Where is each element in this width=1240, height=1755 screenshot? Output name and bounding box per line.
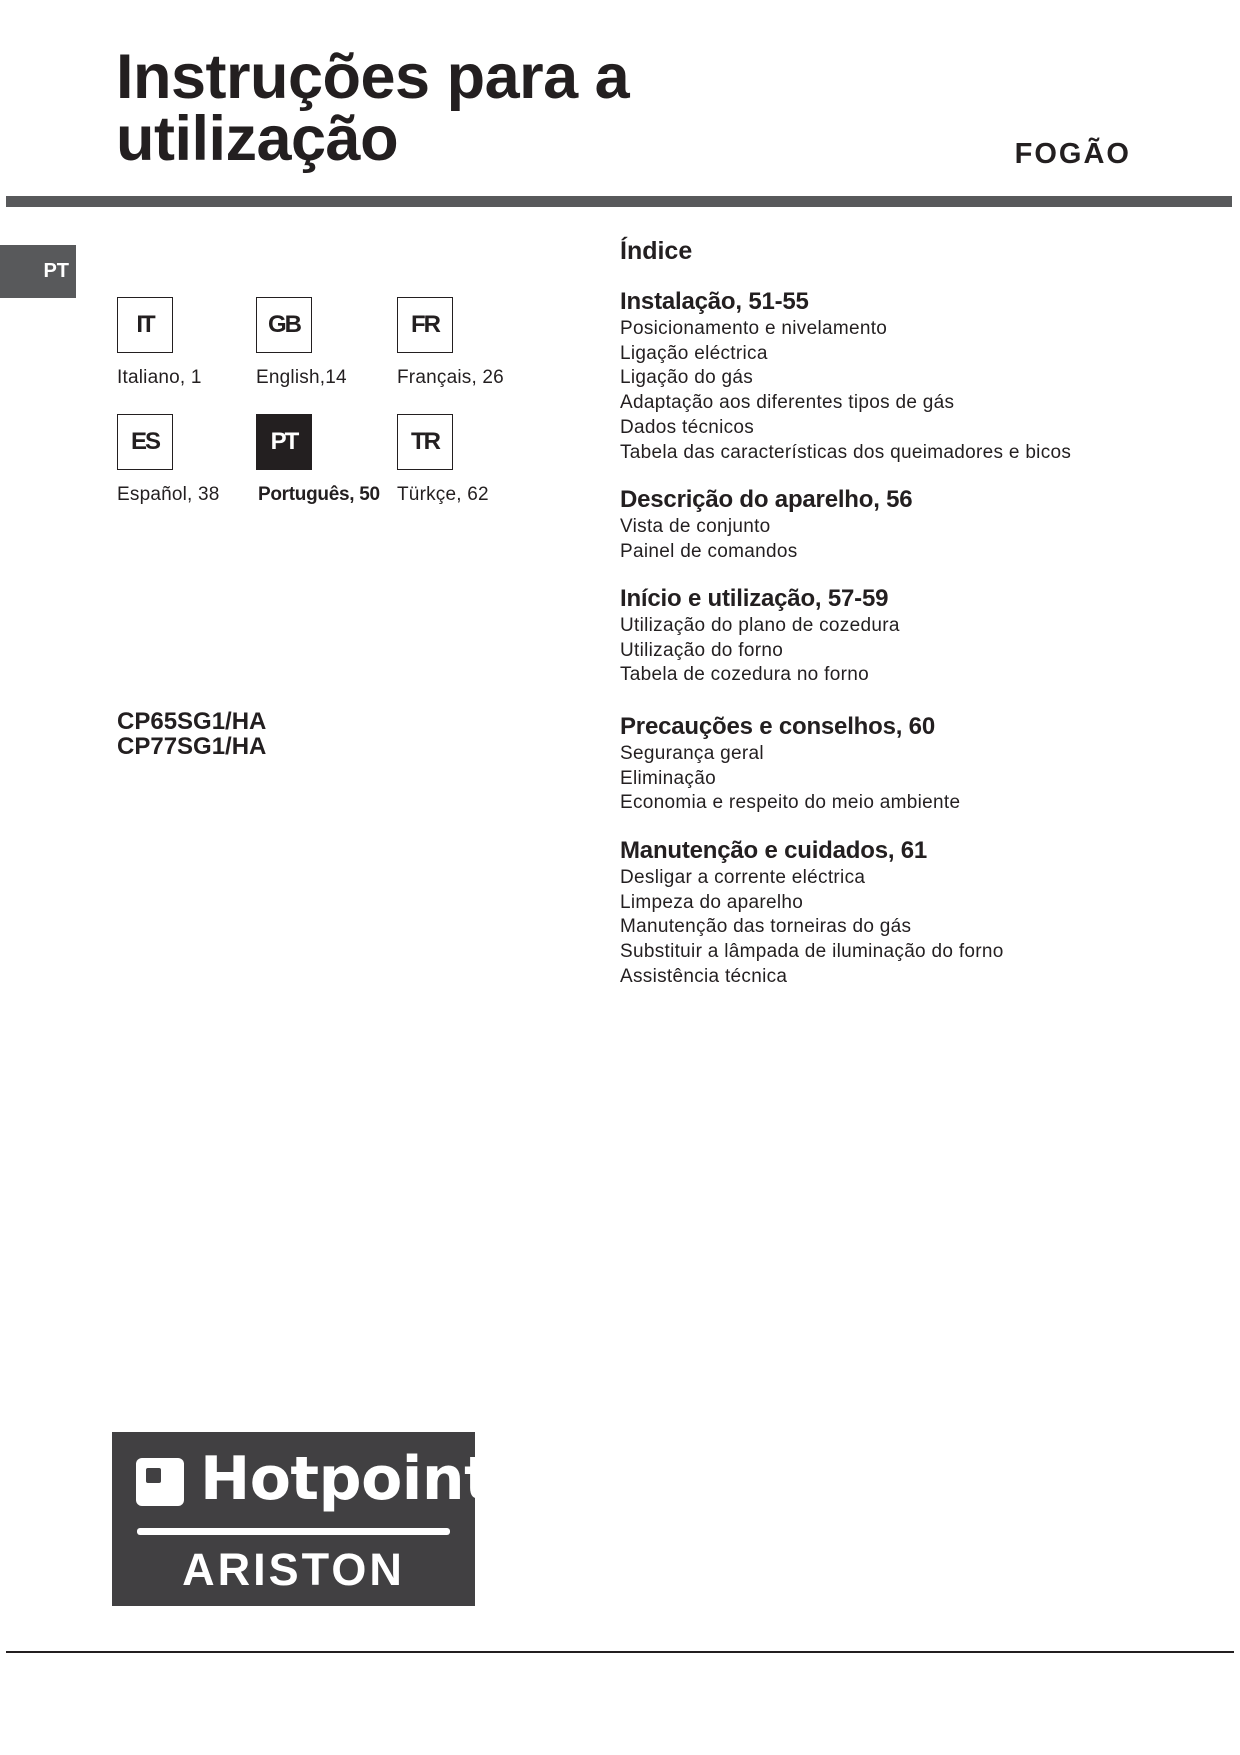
toc-item[interactable]: Desligar a corrente eléctrica <box>620 867 866 888</box>
toc-item[interactable]: Dados técnicos <box>620 416 755 438</box>
toc-item[interactable]: Substituir a lâmpada de iluminação do forno <box>620 941 1004 963</box>
toc-section-precaucoes <box>620 712 960 816</box>
toc-heading[interactable]: Início e utilização, 57-59 <box>620 585 889 612</box>
toc-heading[interactable]: Manutenção e cuidados, 61 <box>620 837 928 864</box>
language-label-es[interactable]: Español, 38 <box>117 484 220 505</box>
language-box-it[interactable]: IT <box>117 297 173 353</box>
toc-section-manutencao <box>620 836 1004 990</box>
logo-divider <box>137 1528 450 1535</box>
toc-item[interactable]: Ligação do gás <box>620 367 754 389</box>
model-number: CP77SG1/HA <box>117 733 267 760</box>
hotpoint-mark-icon <box>136 1458 184 1506</box>
toc-item[interactable]: Eliminação <box>620 767 716 789</box>
toc-item[interactable]: Utilização do forno <box>620 639 784 661</box>
header-divider <box>6 196 1232 207</box>
toc-item[interactable]: Tabela das características dos queimadores e bicos <box>620 441 1072 463</box>
toc-item[interactable]: Limpeza do aparelho <box>620 891 804 913</box>
language-box-pt[interactable]: PT <box>256 414 312 470</box>
footer-divider <box>6 1651 1234 1653</box>
toc-heading[interactable]: Descrição do aparelho, 56 <box>620 486 913 513</box>
toc-item[interactable]: Manutenção das torneiras do gás <box>620 916 912 938</box>
toc-heading[interactable]: Precauções e conselhos, 60 <box>620 713 935 740</box>
toc-item[interactable]: Vista de conjunto <box>620 516 771 537</box>
document-title-line-2: utilização <box>116 104 399 174</box>
logo-sub-brand-text: ARISTON <box>182 1544 405 1595</box>
toc-section-descricao <box>620 485 912 564</box>
model-number: CP65SG1/HA <box>117 708 267 735</box>
toc-item[interactable]: Ligação eléctrica <box>620 342 768 364</box>
language-label-it[interactable]: Italiano, 1 <box>117 367 202 388</box>
toc-item[interactable]: Assistência técnica <box>620 965 788 987</box>
index-title: Índice <box>620 237 693 265</box>
language-box-tr[interactable]: TR <box>397 414 453 470</box>
logo-brand-text: Hotpoint <box>200 1444 493 1514</box>
document-title <box>116 42 630 174</box>
document-title-line-1: Instruções para a <box>116 42 630 112</box>
toc-item[interactable]: Adaptação aos diferentes tipos de gás <box>620 392 955 414</box>
toc-heading[interactable]: Instalação, 51-55 <box>620 288 809 315</box>
language-box-gb[interactable]: GB <box>256 297 312 353</box>
toc-item[interactable]: Utilização do plano de cozedura <box>620 615 900 636</box>
language-label-pt[interactable]: Português, 50 <box>258 484 380 505</box>
toc-section-inicio <box>620 584 900 688</box>
toc-section-instalacao <box>620 287 1071 465</box>
current-language-tab: PT <box>0 245 76 298</box>
model-numbers <box>117 709 266 759</box>
toc-item[interactable]: Economia e respeito do meio ambiente <box>620 792 961 814</box>
language-label-gb[interactable]: English,14 <box>256 367 347 388</box>
hotpoint-ariston-logo <box>112 1432 493 1606</box>
toc-item[interactable]: Tabela de cozedura no forno <box>620 664 869 686</box>
toc-item[interactable]: Posicionamento e nivelamento <box>620 318 888 339</box>
language-label-fr[interactable]: Français, 26 <box>397 367 504 388</box>
language-box-es[interactable]: ES <box>117 414 173 470</box>
toc-item[interactable]: Painel de comandos <box>620 540 798 562</box>
toc-item[interactable]: Segurança geral <box>620 743 764 764</box>
language-box-fr[interactable]: FR <box>397 297 453 353</box>
language-label-tr[interactable]: Türkçe, 62 <box>397 484 489 505</box>
product-category: FOGÃO <box>1014 138 1131 170</box>
